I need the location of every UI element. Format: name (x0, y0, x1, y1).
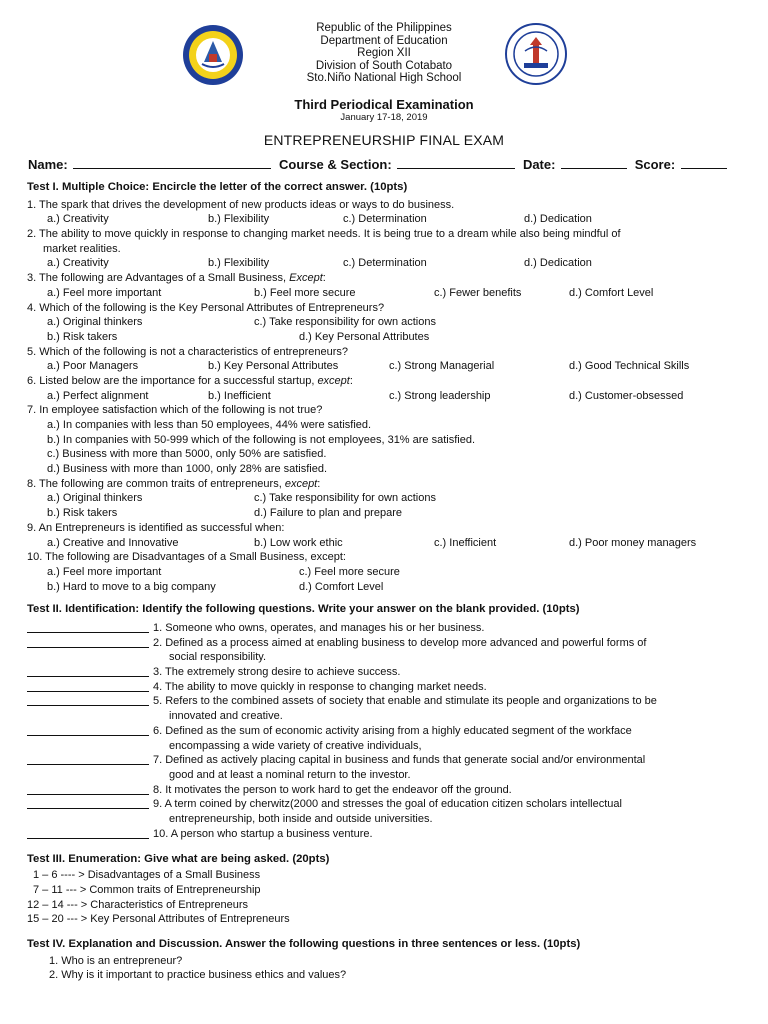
test2-title: Test II. Identification: Identify the following questions. Write your answer on the blank provided. (10pts) (27, 603, 580, 616)
option[interactable]: a.) In companies with less than 50 employees, 44% were satisfied. (47, 419, 372, 432)
identification-item (27, 680, 747, 695)
item-text: 1. Someone who owns, operates, and manages his or her business. (153, 621, 485, 634)
exam-subject: ENTREPRENEURSHIP FINAL EXAM (263, 132, 505, 148)
options-row (27, 536, 747, 551)
item-text: 4. The ability to move quickly in response to changing market needs. (153, 680, 487, 693)
discussion-question: 2. Why is it important to practice business ethics and values? (49, 969, 347, 982)
option[interactable]: d.) Dedication (524, 213, 592, 226)
question: 5. Which of the following is not a characteristics of entrepreneurs? (27, 345, 348, 358)
name-label: Name: (28, 157, 68, 172)
options-row (27, 506, 747, 521)
option[interactable]: a.) Creativity (47, 213, 109, 226)
option[interactable]: a.) Poor Managers (47, 360, 139, 373)
question-text: 3. The following are Advantages of a Small Business, (27, 272, 287, 285)
item-text: 5. Refers to the combined assets of society that enable and stimulate its people and organizations to be (153, 695, 657, 708)
question: 7. In employee satisfaction which of the following is not true? (27, 404, 323, 417)
option[interactable]: a.) Creative and Innovative (47, 536, 179, 549)
course-label: Course & Section: (279, 157, 392, 172)
option[interactable]: d.) Business with more than 1000, only 28% are satisfied. (47, 463, 328, 476)
question (27, 271, 747, 286)
exam-title: Third Periodical Examination (294, 97, 474, 112)
score-label: Score: (634, 157, 676, 172)
date-label: Date: (522, 157, 556, 172)
options-row (27, 359, 747, 374)
question-continuation: market realities. (43, 242, 121, 255)
options-row (27, 491, 747, 506)
answer-blank[interactable] (27, 797, 149, 809)
option[interactable]: d.) Good Technical Skills (569, 360, 690, 373)
answer-blank[interactable] (27, 827, 149, 839)
discussion-question: 1. Who is an entrepreneur? (49, 954, 183, 967)
spacer (27, 594, 747, 602)
options-row (27, 389, 747, 404)
option[interactable]: b.) Risk takers (47, 507, 118, 520)
option[interactable]: b.) Low work ethic (254, 536, 343, 549)
test3-title: Test III. Enumeration: Give what are being asked. (20pts) (27, 852, 330, 865)
name-blank[interactable] (73, 157, 271, 169)
question (27, 477, 747, 492)
option[interactable]: c.) Determination (343, 257, 427, 270)
item-text: 2. Defined as a process aimed at enabling business to develop more advanced and powerful forms of (153, 636, 647, 649)
option[interactable]: b.) Inefficient (208, 389, 271, 402)
student-info-row (28, 157, 748, 172)
question-text: 6. Listed below are the importance for a successful startup, (27, 374, 315, 387)
option[interactable]: c.) Feel more secure (299, 565, 400, 578)
question: 9. An Entrepreneurs is identified as successful when: (27, 521, 285, 534)
spacer (27, 842, 747, 852)
option[interactable]: c.) Take responsibility for own actions (254, 316, 436, 329)
question: 2. The ability to move quickly in response to changing market needs. It is being true to a dream while also being mindful of (27, 228, 621, 241)
option[interactable]: d.) Key Personal Attributes (299, 330, 430, 343)
item-continuation: social responsibility. (169, 651, 267, 664)
option[interactable]: a.) Original thinkers (47, 316, 143, 329)
option[interactable]: a.) Feel more important (47, 286, 162, 299)
score-blank[interactable] (681, 157, 727, 169)
item-text: 9. A term coined by cherwitz(2000 and stresses the goal of education citizen scholars intellectual (153, 798, 622, 811)
identification-item (27, 783, 747, 798)
header-line: Republic of the Philippines (316, 22, 452, 34)
identification-item (27, 753, 747, 768)
enumeration-item: 15 – 20 --- > Key Personal Attributes of Entrepreneurs (27, 913, 290, 926)
option[interactable]: a.) Perfect alignment (47, 389, 149, 402)
option[interactable]: d.) Comfort Level (569, 286, 654, 299)
header-line: Department of Education (320, 34, 448, 47)
school-header (0, 22, 768, 85)
enumeration-item: 12 – 14 --- > Characteristics of Entrepreneurs (27, 898, 249, 911)
enumeration-item: 1 – 6 ---- > Disadvantages of a Small Business (33, 869, 261, 882)
answer-blank[interactable] (27, 783, 149, 795)
question (27, 374, 747, 389)
option[interactable]: c.) Fewer benefits (434, 286, 522, 299)
option[interactable]: c.) Determination (343, 213, 427, 226)
question-text: 8. The following are common traits of entrepreneurs, (27, 477, 282, 490)
identification-item (27, 797, 747, 812)
spacer (27, 927, 747, 937)
identification-item (27, 621, 747, 636)
identification-item (27, 665, 747, 680)
options-row (27, 286, 747, 301)
identification-item (27, 827, 747, 842)
item-continuation: innovated and creative. (169, 710, 283, 723)
test4-title: Test IV. Explanation and Discussion. Answer the following questions in three sentences or less. (10pts) (27, 938, 581, 951)
option[interactable]: a.) Original thinkers (47, 492, 143, 505)
identification-item (27, 636, 747, 651)
option[interactable]: c.) Strong Managerial (389, 360, 495, 373)
question: 1. The spark that drives the development of new products ideas or ways to do business. (27, 198, 455, 211)
answer-blank[interactable] (27, 621, 149, 633)
option[interactable]: d.) Dedication (524, 257, 592, 270)
option[interactable]: b.) Flexibility (208, 213, 270, 226)
header-line: Division of South Cotabato (315, 59, 453, 72)
answer-blank[interactable] (27, 753, 149, 765)
options-row (27, 315, 747, 330)
option[interactable]: a.) Creativity (47, 257, 109, 270)
date-blank[interactable] (561, 157, 627, 169)
item-text: 7. Defined as actively placing capital in business and funds that generate social and/or environmental (153, 754, 646, 767)
answer-blank[interactable] (27, 636, 149, 648)
option[interactable]: b.) Feel more secure (254, 286, 356, 299)
option[interactable]: b.) In companies with 50-999 which of the following is not employees, 31% are satisfied. (47, 433, 476, 446)
question: 10. The following are Disadvantages of a Small Business, except: (27, 551, 346, 564)
enumeration-item: 7 – 11 --- > Common traits of Entrepreneurship (33, 883, 261, 896)
options-row (27, 256, 747, 271)
question-emphasis: except (284, 477, 318, 490)
item-continuation: entrepreneurship, both inside and outside universities. (169, 813, 433, 826)
option[interactable]: b.) Key Personal Attributes (208, 360, 339, 373)
question-emphasis: except (317, 374, 350, 387)
question-end: : (322, 272, 326, 285)
option[interactable]: d.) Comfort Level (299, 580, 384, 593)
item-text: 3. The extremely strong desire to achieve success. (153, 666, 401, 679)
option[interactable]: d.) Customer-obsessed (569, 389, 684, 402)
header-line: Sto.Niño National High School (306, 72, 462, 85)
option[interactable]: d.) Poor money managers (569, 536, 697, 549)
item-continuation: encompassing a wide variety of creative individuals, (169, 739, 422, 752)
question-end: : (317, 477, 321, 490)
item-text: 8. It motivates the person to work hard to get the endeavor off the ground. (153, 783, 512, 796)
option[interactable]: d.) Failure to plan and prepare (254, 507, 402, 520)
option[interactable]: c.) Business with more than 5000, only 50% are satisfied. (47, 448, 327, 461)
option[interactable]: b.) Flexibility (208, 257, 270, 270)
options-row (27, 580, 747, 595)
option[interactable]: a.) Feel more important (47, 565, 162, 578)
identification-item (27, 724, 747, 739)
item-text: 10. A person who startup a business venture. (153, 827, 373, 840)
question-end: : (349, 374, 353, 387)
option[interactable]: b.) Hard to move to a big company (47, 580, 216, 593)
question: 4. Which of the following is the Key Personal Attributes of Entrepreneurs? (27, 301, 385, 314)
test1-title: Test I. Multiple Choice: Encircle the letter of the correct answer. (10pts) (27, 181, 408, 193)
answer-blank[interactable] (27, 694, 149, 706)
exam-body (27, 180, 747, 983)
options-row (27, 212, 747, 227)
option[interactable]: c.) Take responsibility for own actions (254, 492, 436, 505)
course-blank[interactable] (397, 157, 515, 169)
item-text: 6. Defined as the sum of economic activity arising from a highly educated segment of the workface (153, 724, 632, 737)
item-continuation: good and at least a nominal return to the investor. (169, 769, 411, 781)
answer-blank[interactable] (27, 680, 149, 692)
answer-blank[interactable] (27, 724, 149, 736)
option[interactable]: b.) Risk takers (47, 330, 118, 343)
question-emphasis: Except (289, 272, 323, 285)
option[interactable]: c.) Strong leadership (389, 389, 491, 402)
header-line: Region XII (357, 47, 411, 60)
options-row (27, 565, 747, 580)
identification-item (27, 694, 747, 709)
answer-blank[interactable] (27, 665, 149, 677)
exam-date: January 17-18, 2019 (340, 112, 428, 123)
option[interactable]: c.) Inefficient (434, 536, 497, 549)
options-row (27, 330, 747, 345)
